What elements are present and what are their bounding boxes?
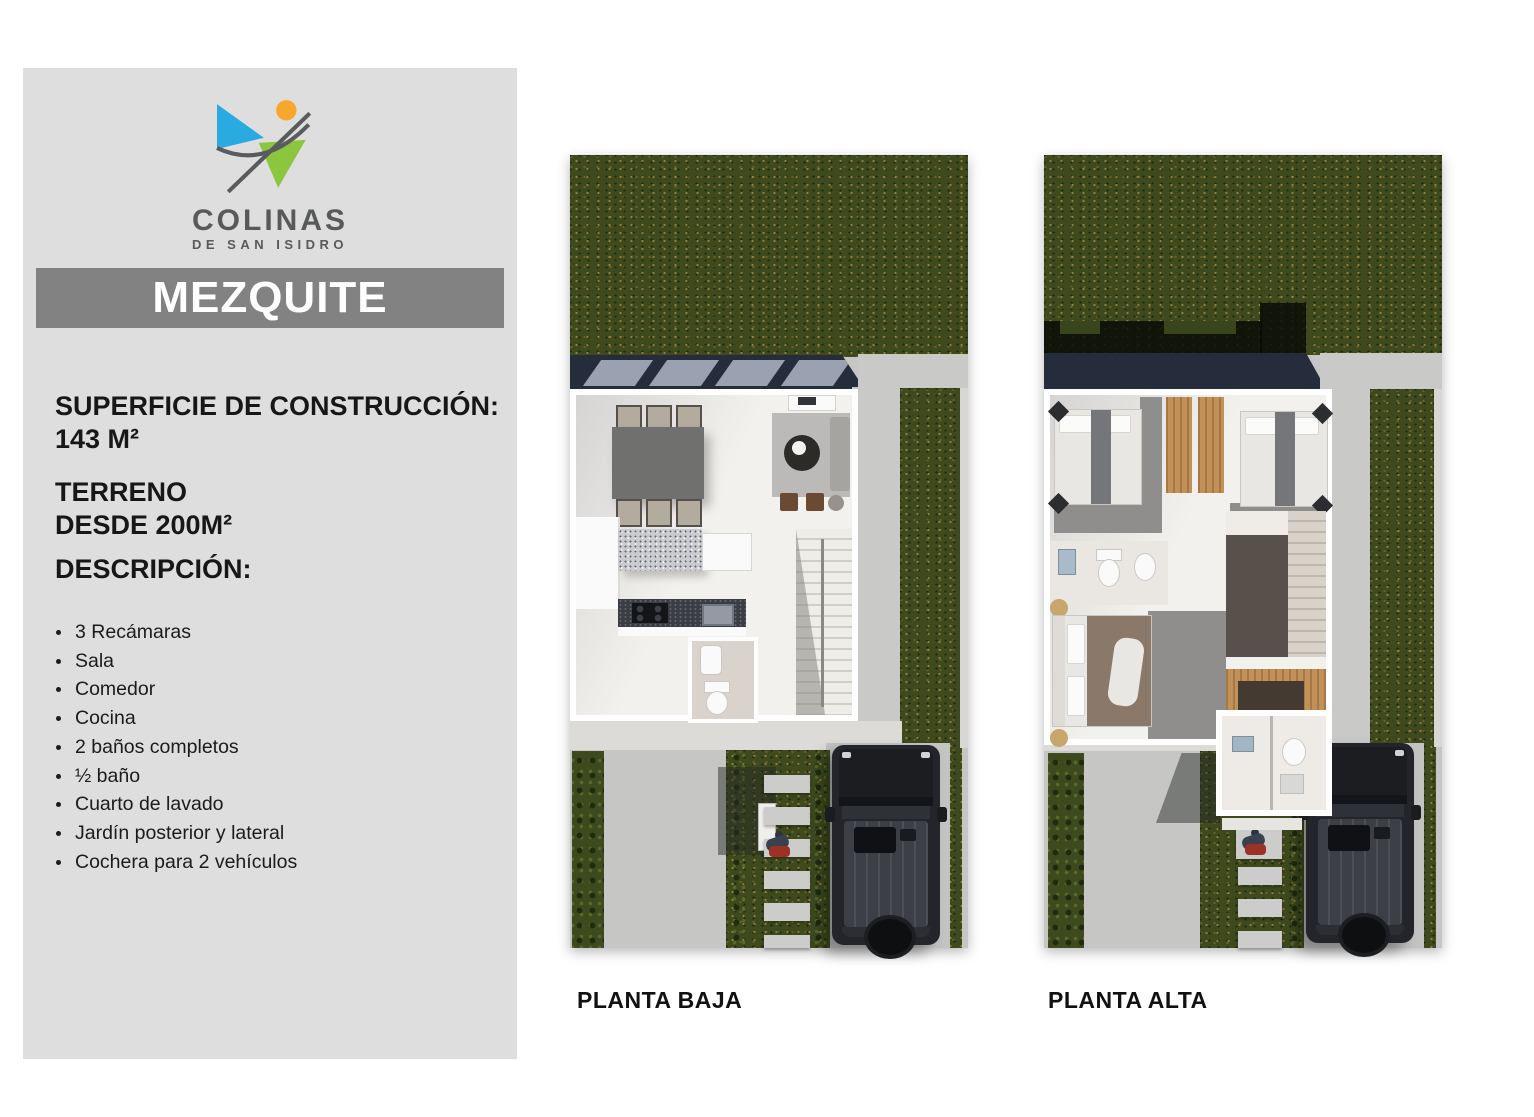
master-bath-block — [1216, 710, 1332, 816]
suv-light — [1395, 750, 1404, 756]
toilet-bowl — [706, 691, 728, 715]
bath-sink — [1058, 549, 1076, 575]
brand-subname: DE SAN ISIDRO — [191, 237, 348, 252]
bed-master — [1052, 615, 1152, 727]
skylight-panel — [649, 360, 719, 386]
suv-top-view — [832, 745, 940, 945]
closet-strip — [1198, 397, 1224, 493]
land-spec — [55, 476, 232, 542]
armchair — [780, 493, 798, 511]
feature-item: Jardín posterior y lateral — [75, 819, 297, 848]
suv-roof-box — [1374, 827, 1390, 839]
features-list — [75, 618, 297, 876]
roof-band — [1044, 353, 1326, 389]
pillow — [1067, 624, 1085, 664]
bath-fixture — [1280, 774, 1304, 794]
suv-cowl — [839, 797, 933, 806]
backyard-grass — [570, 155, 968, 357]
stair-railing — [821, 539, 824, 707]
info-panel — [23, 68, 517, 1059]
toilet-bowl — [1282, 738, 1306, 766]
description-heading: DESCRIPCIÓN: — [55, 554, 252, 584]
feature-item: Comedor — [75, 675, 297, 704]
nightstand — [1050, 729, 1068, 747]
stairwell-floor — [1226, 535, 1288, 657]
planta-baja-label: PLANTA BAJA — [577, 987, 743, 1013]
bath-sink — [700, 645, 722, 675]
model-title-banner — [36, 268, 504, 328]
toilet-bowl — [1098, 559, 1120, 587]
dining-chair — [646, 499, 672, 527]
stepping-stone — [764, 775, 810, 793]
sofa — [830, 417, 850, 491]
stepping-stone — [764, 935, 810, 948]
bed-runner — [1091, 410, 1111, 504]
sink — [702, 604, 734, 626]
ground-floor-interior — [570, 389, 858, 721]
stepping-stone — [1238, 867, 1282, 885]
feature-item: Cochera para 2 vehículos — [75, 848, 297, 877]
planta-baja-render — [570, 155, 968, 948]
suv-roof-box — [900, 829, 916, 841]
brand-logo-icon — [205, 96, 335, 202]
feature-item: Cocina — [75, 704, 297, 733]
suv-spare-tire — [1338, 913, 1390, 957]
island-cabinet — [702, 533, 752, 571]
suv-hood — [839, 749, 933, 797]
pillow — [1059, 415, 1095, 433]
tv — [798, 397, 816, 405]
planta-alta-label: PLANTA ALTA — [1048, 987, 1208, 1013]
bath-sink — [1232, 736, 1254, 752]
brand-name: COLINAS — [192, 204, 348, 237]
armchair — [806, 493, 824, 511]
suv-spare-tire — [864, 915, 916, 959]
skylight-panel — [781, 360, 851, 386]
stepping-stone — [1238, 899, 1282, 917]
shower-divider — [1270, 716, 1273, 810]
shadow-skylight-gap — [1164, 321, 1236, 334]
stepping-stone — [1238, 931, 1282, 948]
garden-edge — [1434, 389, 1442, 747]
dining-chair — [676, 499, 702, 527]
suv-light — [921, 752, 930, 758]
construction-value: 143 M² — [55, 424, 140, 454]
side-walkway — [858, 354, 968, 389]
closet-strip — [1166, 397, 1192, 493]
master-floor — [1148, 611, 1226, 739]
feature-item: Cuarto de lavado — [75, 790, 297, 819]
dining-table — [612, 427, 704, 499]
suv-light — [842, 752, 851, 758]
pillow — [1245, 417, 1279, 435]
brand-logo-mark — [205, 96, 335, 202]
stepping-stone — [764, 871, 810, 889]
shrub-row — [812, 750, 826, 948]
pillow — [1067, 676, 1085, 716]
kitchen-cabinets — [576, 517, 620, 609]
bed-single2 — [1240, 411, 1328, 507]
front-garden-left — [1048, 753, 1084, 948]
skylight-panel — [715, 360, 785, 386]
bed-single1 — [1054, 409, 1142, 505]
feature-item: ½ baño — [75, 762, 297, 791]
suv-sunroof — [854, 827, 896, 853]
person-figure — [1242, 829, 1266, 857]
lateral-concrete — [852, 387, 906, 750]
staircase — [1288, 511, 1326, 657]
suv-mirror — [937, 807, 947, 822]
headboard — [1053, 616, 1065, 726]
bidet — [1134, 553, 1156, 581]
suv-sunroof — [1328, 825, 1370, 851]
bath-floor — [1222, 716, 1326, 810]
bed-runner — [1275, 412, 1295, 506]
patio-glass-roof — [570, 355, 866, 391]
shadow-skylight-gap — [1060, 321, 1100, 334]
feature-item: 3 Recámaras — [75, 618, 297, 647]
suv-windshield — [842, 806, 930, 819]
porch-step — [1222, 818, 1302, 830]
stepping-stone — [764, 903, 810, 921]
red-cart — [769, 846, 790, 857]
land-value: DESDE 200M² — [55, 510, 233, 540]
construction-spec — [55, 390, 499, 456]
side-table — [828, 495, 844, 511]
roof-shadow — [1260, 303, 1306, 353]
upper-floor-interior — [1044, 389, 1332, 745]
red-cart — [1245, 844, 1266, 855]
counter-cabinet-front — [618, 627, 746, 636]
garden-edge — [960, 388, 968, 748]
stove — [632, 603, 668, 623]
half-bath — [688, 637, 758, 723]
side-walkway — [1320, 353, 1442, 389]
feature-item: Sala — [75, 647, 297, 676]
upper-bath — [1050, 541, 1168, 605]
planta-alta-render — [1044, 155, 1442, 948]
construction-label: SUPERFICIE DE CONSTRUCCIÓN: — [55, 391, 500, 421]
kitchen-island — [618, 529, 702, 571]
skylight-panel — [583, 360, 653, 386]
feature-item: 2 baños completos — [75, 733, 297, 762]
front-garden-left — [572, 751, 604, 948]
coffee-table-tray — [792, 441, 806, 455]
suv-mirror — [825, 807, 835, 822]
person-figure — [766, 831, 790, 859]
lateral-concrete — [1326, 389, 1374, 749]
model-title: MEZQUITE — [152, 273, 388, 322]
stepping-stone — [764, 807, 810, 825]
suv-mirror — [1411, 805, 1421, 820]
bedroom1-floor — [1054, 503, 1162, 533]
land-label: TERRENO — [55, 477, 188, 507]
